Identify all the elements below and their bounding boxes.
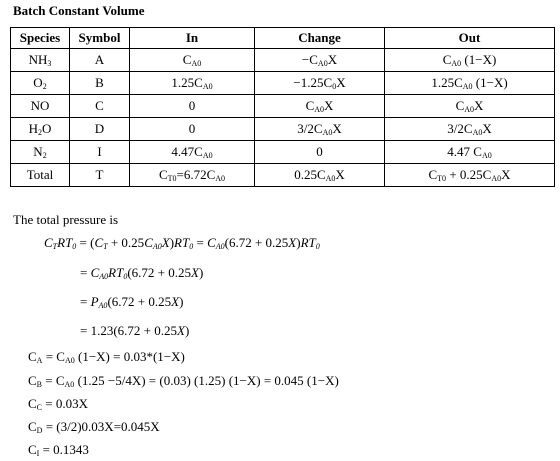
change-cell: $-C_{A0}X$ (255, 49, 385, 72)
intro-text: The total pressure is (13, 212, 119, 227)
species-equation-b: $C_B = C_{A0}$ (1.25 −5/4X) = (0.03) (1.25) (1−X) = 0.045 (1−X) (28, 373, 339, 389)
symbol-cell: I (70, 141, 130, 164)
symbol-cell: B (70, 72, 130, 95)
page-title: Batch Constant Volume (13, 3, 145, 18)
in-cell: 0 (130, 118, 255, 141)
out-cell: $C_{A0}$ (1−X) (385, 49, 555, 72)
equation-line-1: $C_TRT_0 = (C_T + 0.25C_{A0}X)RT_0 = C_{A0}(6.72 + 0.25X)RT_0$ (44, 235, 320, 251)
species-equation-a: $C_A = C_{A0}$ (1−X) = 0.03*(1−X) (28, 349, 185, 365)
table-row (11, 118, 555, 141)
out-cell: 4.47 $C_{A0}$ (385, 141, 555, 164)
header-in: In (130, 28, 255, 49)
change-cell: $0.25C_{A0}X$ (255, 164, 385, 187)
species-cell: $O_2$ (11, 72, 70, 95)
species-cell: Total (11, 164, 70, 187)
header-symbol: Symbol (70, 28, 130, 49)
header-change: Change (255, 28, 385, 49)
table-row (11, 72, 555, 95)
equation-line-2: = $C_{A0}RT_0(6.72 + 0.25X)$ (80, 265, 204, 281)
batch-table (10, 27, 555, 187)
symbol-cell: T (70, 164, 130, 187)
symbol-cell: D (70, 118, 130, 141)
in-cell: $C_{T0}=6.72C_{A0}$ (130, 164, 255, 187)
change-cell: $-1.25C_0X$ (255, 72, 385, 95)
in-cell: 0 (130, 95, 255, 118)
change-cell: $C_{A0}X$ (255, 95, 385, 118)
species-cell: NO (11, 95, 70, 118)
table-row (11, 141, 555, 164)
symbol-cell: C (70, 95, 130, 118)
equation-line-4: = 1.23(6.72 + 0.25X) (80, 323, 190, 338)
out-cell: $C_{T0} + 0.25C_{A0}X$ (385, 164, 555, 187)
species-equation-d: $C_D = (3/2)0.03X=0.045X$ (28, 419, 160, 435)
table-row-total (11, 164, 555, 187)
species-cell: $H_2O$ (11, 118, 70, 141)
out-cell: $3/2C_{A0}X$ (385, 118, 555, 141)
species-equation-i: $C_I = 0.1343$ (28, 442, 89, 458)
table-row (11, 49, 555, 72)
species-cell: $N_2$ (11, 141, 70, 164)
header-species: Species (11, 28, 70, 49)
species-equation-c: $C_C = 0.03X$ (28, 396, 88, 412)
header-out: Out (385, 28, 555, 49)
in-cell: $4.47C_{A0}$ (130, 141, 255, 164)
in-cell: $1.25C_{A0}$ (130, 72, 255, 95)
species-cell: $NH_3$ (11, 49, 70, 72)
change-cell: $3/2C_{A0}X$ (255, 118, 385, 141)
in-cell: $C_{A0}$ (130, 49, 255, 72)
change-cell: 0 (255, 141, 385, 164)
table-row (11, 95, 555, 118)
table-header-row (11, 28, 555, 49)
equation-line-3: = $P_{A0}(6.72 + 0.25X)$ (80, 294, 184, 310)
symbol-cell: A (70, 49, 130, 72)
out-cell: $1.25C_{A0}$ (1−X) (385, 72, 555, 95)
out-cell: $C_{A0}X$ (385, 95, 555, 118)
